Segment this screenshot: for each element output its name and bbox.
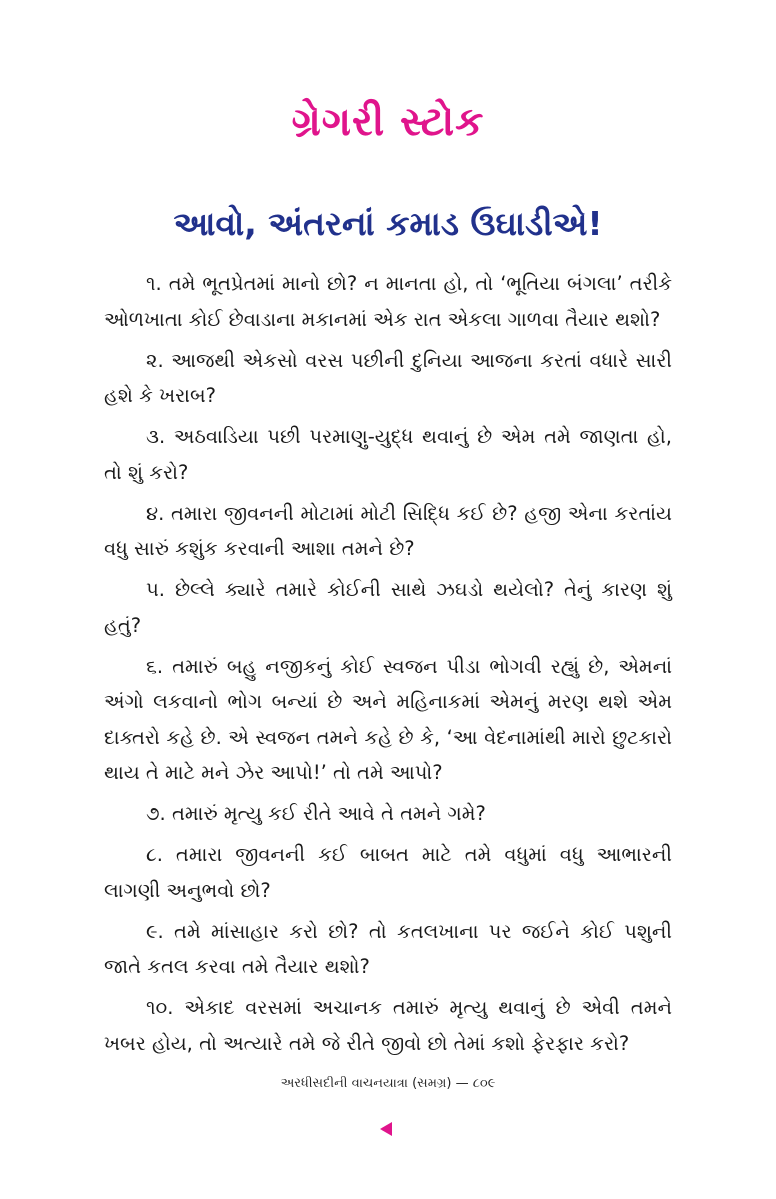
question-7: ૭. તમારું મૃત્યુ કઈ રીતે આવે તે તમને ગમે?: [146, 802, 486, 825]
question-3: ૩. અઠવાડિયા પછી પરમાણુ-યુદ્ધ થવાનું છે એમ તમે જાણતા હો, તો શું કરો?: [104, 425, 672, 484]
question-6: ૬. તમારું બહુ નજીકનું કોઈ સ્વજન પીડા ભોગવી રહ્યું છે, એમનાં અંગો લકવાનો ભોગ બન્યાં છે અને મહિનાકમાં એમનું મરણ થશે એમ દાક્તરો કહે છે. એ સ્વજન તમને કહે છે કે, ‘આ વેદનામાંથી મારો છુટકારો થાય તે માટે મને ઝેર આપો!’ તો તમે આપો?: [104, 654, 672, 784]
question-2: ૨. આજથી એકસો વરસ પછીની દુનિયા આજના કરતાં વધારે સારી હશે કે ખરાબ?: [104, 348, 672, 407]
previous-page-arrow-icon[interactable]: [380, 1122, 392, 1136]
question-4: ૪. તમારા જીવનની મોટામાં મોટી સિદ્ધિ કઈ છે? હજી એના કરતાંય વધુ સારું કશુંક કરવાની આશા તમને છે?: [104, 501, 672, 560]
article-title: આવો, અંતરનાં કમાડ ઉઘાડીએ!: [173, 204, 603, 243]
question-10: ૧૦. એકાદ વરસમાં અચાનક તમારું મૃત્યુ થવાનું છે એવી તમને ખબર હોય, તો અત્યારે તમે જે રીતે જીવો છો તેમાં કશો ફેરફાર કરો?: [104, 996, 672, 1055]
question-9: ૯. તમે માંસાહાર કરો છો? તો કતલખાના પર જઈને કોઈ પશુની જાતે કતલ કરવા તમે તૈયાર થશો?: [104, 919, 672, 978]
page-footer: અરધીસદીની વાચનયાત્રા (સમગ્ર) — ૮૦૯: [280, 1076, 496, 1091]
question-list: [104, 266, 672, 1067]
question-5: ૫. છેલ્લે ક્યારે તમારે કોઈની સાથે ઝઘડો થયેલો? તેનું કારણ શું હતું?: [104, 578, 672, 637]
question-1: ૧. તમે ભૂતપ્રેતમાં માનો છો? ન માનતા હો, તો ‘ભૂતિયા બંગલા’ તરીકે ઓળખાતા કોઈ છેવાડાના મકાનમાં એક રાત એકલા ગાળવા તૈયાર થશો?: [104, 272, 672, 331]
author-name: ગ્રેગરી સ્ટોક: [291, 99, 485, 145]
question-8: ૮. તમારા જીવનની કઈ બાબત માટે તમે વધુમાં વધુ આભારની લાગણી અનુભવો છો?: [104, 843, 672, 902]
